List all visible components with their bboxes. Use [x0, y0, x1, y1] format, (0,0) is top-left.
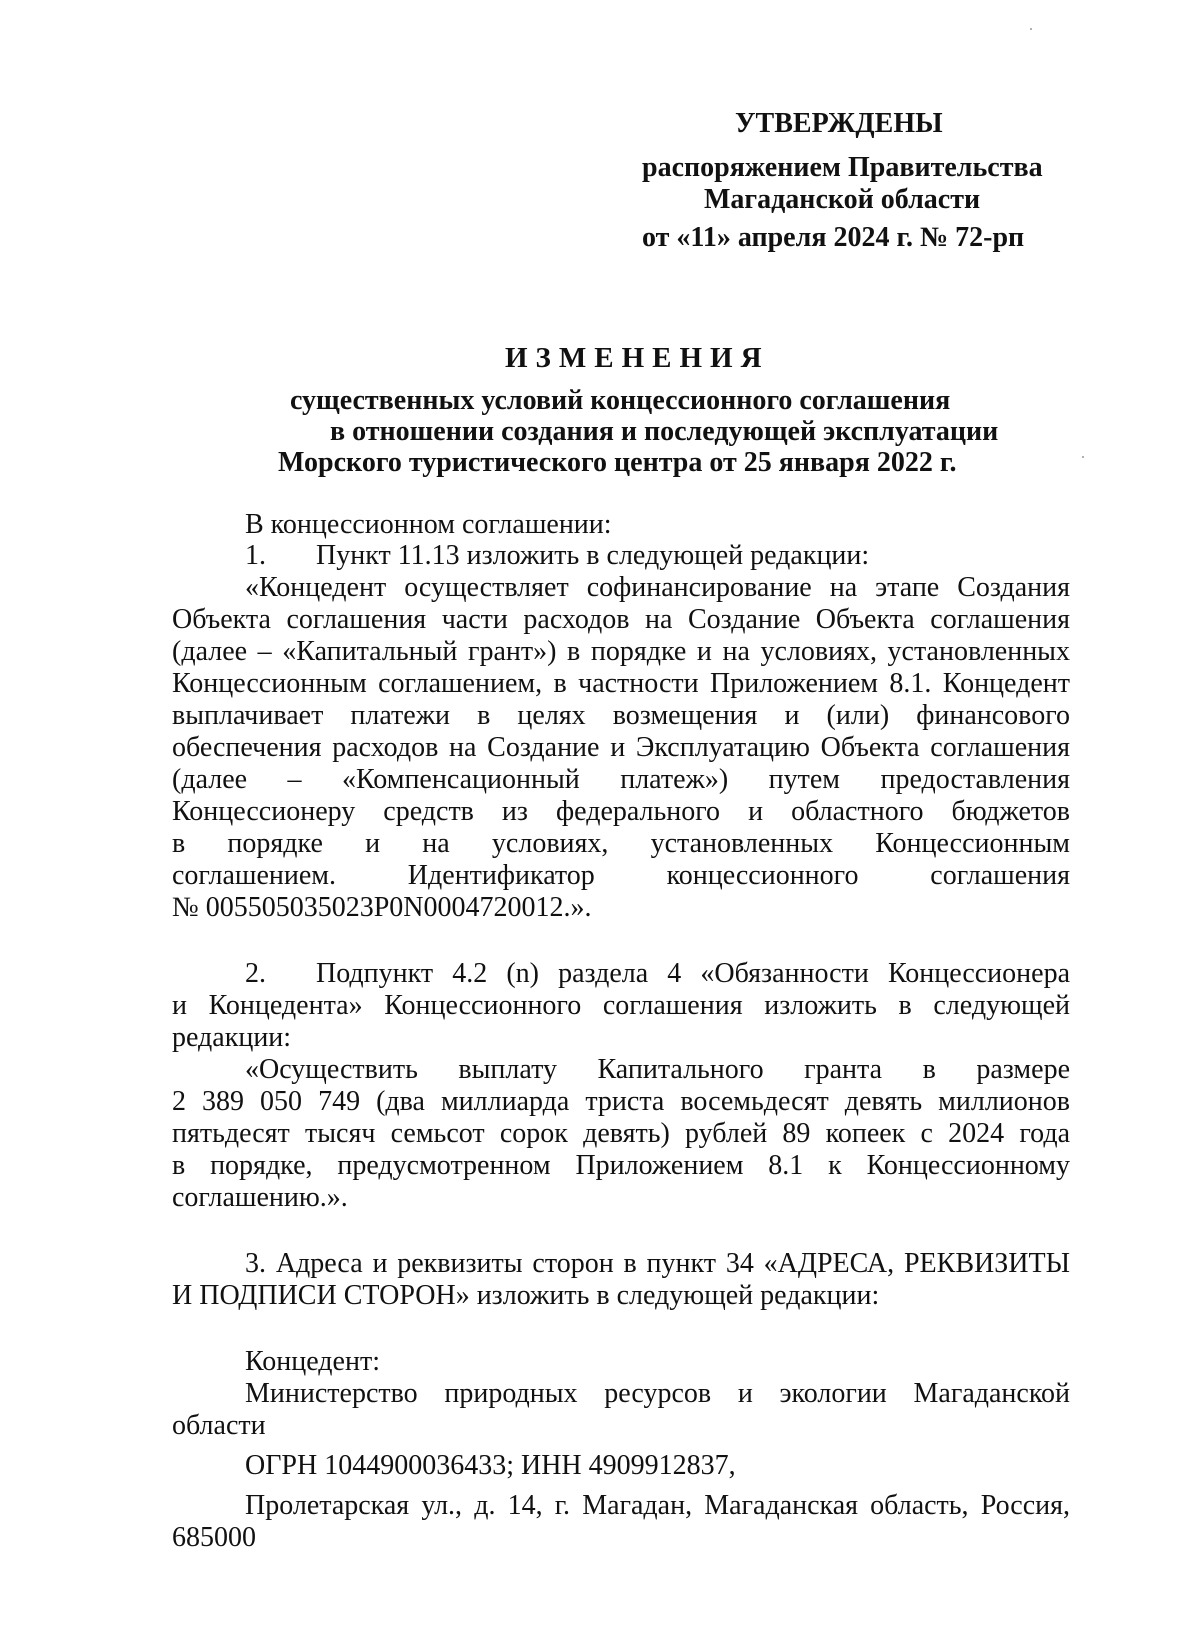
- paragraph-heading: Пункт 11.13 изложить в следующей редакции:: [316, 540, 870, 571]
- grantor-line: 685000: [172, 1522, 256, 1553]
- paragraph-line: и Концедента» Концессионного соглашения изложить в следующей: [172, 990, 1070, 1021]
- document-subtitle: существенных условий концессионного соглашения: [290, 385, 951, 416]
- paragraph-line: соглашению.».: [172, 1182, 348, 1213]
- grantor-line: Министерство природных ресурсов и экологии Магаданской: [245, 1378, 1070, 1409]
- paragraph-line: «Осуществить выплату Капитального гранта в размере: [245, 1054, 1070, 1085]
- approval-date: от «11» апреля 2024 г. № 72-рп: [642, 222, 1025, 253]
- paragraph-line: «Концедент осуществляет софинансирование на этапе Создания: [245, 572, 1070, 603]
- scan-speck: [1082, 456, 1084, 458]
- paragraph-line: И ПОДПИСИ СТОРОН» изложить в следующей редакции:: [172, 1280, 880, 1311]
- approval-line: Магаданской области: [704, 184, 981, 215]
- grantor-label: Концедент:: [245, 1346, 380, 1377]
- paragraph-line: соглашением. Идентификатор концессионного соглашения: [172, 860, 1070, 891]
- paragraph-line: Концессионным соглашением, в частности Приложением 8.1. Концедент: [172, 668, 1070, 699]
- document-subtitle: в отношении создания и последующей эксплуатации: [330, 416, 999, 447]
- paragraph-number: 1.: [245, 540, 266, 571]
- paragraph-line: 3. Адреса и реквизиты сторон в пункт 34 «АДРЕСА, РЕКВИЗИТЫ: [245, 1248, 1070, 1279]
- grantor-line: Пролетарская ул., д. 14, г. Магадан, Магаданская область, Россия,: [245, 1490, 1070, 1521]
- grantor-line: области: [172, 1410, 266, 1441]
- approval-line: распоряжением Правительства: [642, 152, 1043, 183]
- paragraph-line: Концессионеру средств из федерального и областного бюджетов: [172, 796, 1070, 827]
- paragraph-line: Объекта соглашения части расходов на Создание Объекта соглашения: [172, 604, 1070, 635]
- paragraph-line: выплачивает платежи в целях возмещения и (или) финансового: [172, 700, 1070, 731]
- paragraph-line: (далее – «Капитальный грант») в порядке и на условиях, установленных: [172, 636, 1070, 667]
- paragraph-line: обеспечения расходов на Создание и Эксплуатацию Объекта соглашения: [172, 732, 1070, 763]
- grantor-line: ОГРН 1044900036433; ИНН 4909912837,: [245, 1450, 736, 1481]
- paragraph-line: редакции:: [172, 1022, 292, 1053]
- paragraph-line: в порядке, предусмотренном Приложением 8.1 к Концессионному: [172, 1150, 1070, 1181]
- intro-text: В концессионном соглашении:: [245, 509, 612, 540]
- approval-heading: УТВЕРЖДЕНЫ: [735, 108, 943, 139]
- paragraph-line: пятьдесят тысяч семьсот сорок девять) рублей 89 копеек с 2024 года: [172, 1118, 1070, 1149]
- document-title: ИЗМЕНЕНИЯ: [505, 342, 770, 374]
- paragraph-line: Подпункт 4.2 (n) раздела 4 «Обязанности Концессионера: [316, 958, 1070, 989]
- paragraph-line: № 005505035023P0N0004720012.».: [172, 892, 592, 923]
- paragraph-number: 2.: [245, 958, 266, 989]
- paragraph-line: 2 389 050 749 (два миллиарда триста восемьдесят девять миллионов: [172, 1086, 1070, 1117]
- paragraph-line: в порядке и на условиях, установленных Концессионным: [172, 828, 1070, 859]
- document-subtitle: Морского туристического центра от 25 января 2022 г.: [278, 447, 957, 478]
- scan-speck: [1030, 28, 1032, 30]
- paragraph-line: (далее – «Компенсационный платеж») путем предоставления: [172, 764, 1070, 795]
